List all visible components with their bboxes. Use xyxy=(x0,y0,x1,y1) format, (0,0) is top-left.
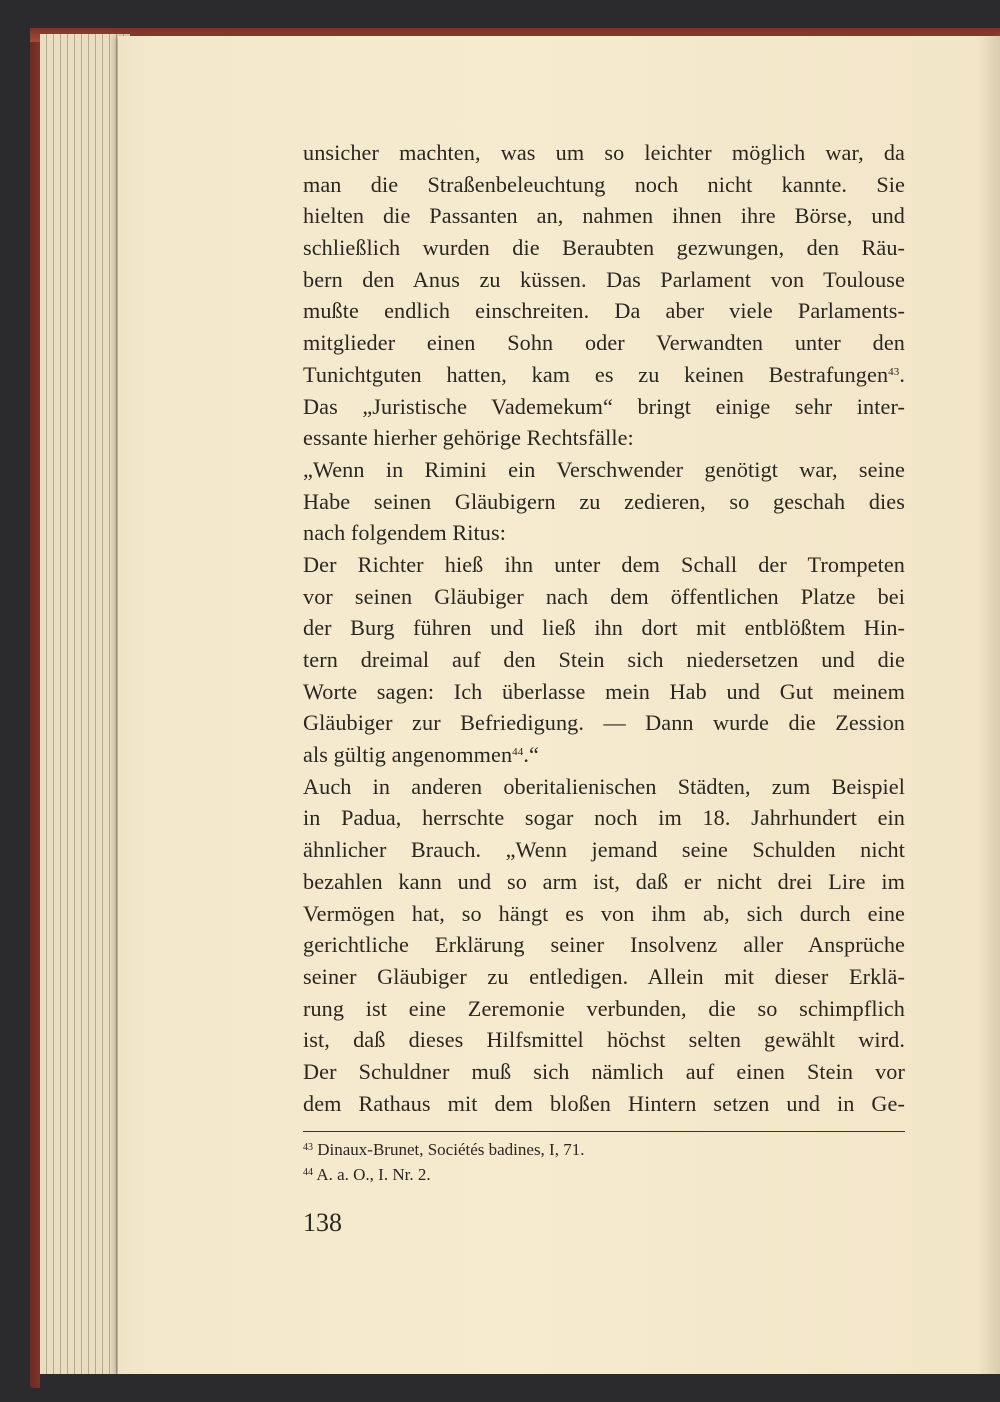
text-line-content: ähnlicher Brauch. „Wenn jemand seine Schulden nicht xyxy=(303,837,905,863)
text-line xyxy=(303,422,905,454)
footnote-text: Dinaux-Brunet, Sociétés badines, I, 71. xyxy=(317,1140,585,1159)
text-line xyxy=(303,327,905,359)
text-line xyxy=(303,1056,905,1088)
text-line xyxy=(303,200,905,232)
text-line-content: seiner Gläubiger zu entledigen. Allein mit dieser Erklä- xyxy=(303,963,905,989)
text-line xyxy=(303,739,905,771)
text-line xyxy=(303,581,905,613)
text-line-content: Auch in anderen oberitalienischen Städten, zum Beispiel xyxy=(303,773,905,799)
text-line-content: mußte endlich einschreiten. Da aber viele Parlaments- xyxy=(303,298,905,324)
text-line-content: Habe seinen Gläubigern zu zedieren, so geschah dies xyxy=(303,488,905,514)
text-line xyxy=(303,517,905,549)
text-line xyxy=(303,612,905,644)
text-line-content: Worte sagen: Ich überlasse mein Hab und Gut meinem xyxy=(303,678,905,704)
page-edges xyxy=(40,34,130,1374)
text-line xyxy=(303,644,905,676)
text-line-content: „Wenn in Rimini ein Verschwender genötigt war, seine xyxy=(303,456,905,482)
text-line-content: bezahlen kann und so arm ist, daß er nicht drei Lire im xyxy=(303,868,905,894)
text-line xyxy=(303,771,905,803)
text-line-punctuation: . xyxy=(899,361,905,387)
text-line xyxy=(303,391,905,423)
footnote xyxy=(303,1137,905,1162)
text-line xyxy=(303,707,905,739)
text-line xyxy=(303,929,905,961)
text-line-content: Tunichtguten hatten, kam es zu keinen Bestrafungen xyxy=(303,361,889,387)
text-line-content: ist, daß dieses Hilfsmittel höchst selten gewählt wird. xyxy=(303,1027,905,1053)
text-line-content: bern den Anus zu küssen. Das Parlament von Toulouse xyxy=(303,266,905,292)
text-line-content: der Burg führen und ließ ihn dort mit entblößtem Hin- xyxy=(303,615,905,641)
text-line-content: mitglieder einen Sohn oder Verwandten unter den xyxy=(303,330,905,356)
text-line xyxy=(303,486,905,518)
text-line xyxy=(303,961,905,993)
text-line xyxy=(303,454,905,486)
text-line-content: gerichtliche Erklärung seiner Insolvenz aller Ansprüche xyxy=(303,932,905,958)
text-line-content: essante hierher gehörige Rechtsfälle: xyxy=(303,425,634,451)
text-line xyxy=(303,802,905,834)
bottom-background xyxy=(40,1374,1000,1402)
text-line-content: tern dreimal auf den Stein sich niedersetzen und die xyxy=(303,647,905,672)
text-line-content: Vermögen hat, so hängt es von ihm ab, sich durch eine xyxy=(303,900,905,926)
footnote-number: 44 xyxy=(303,1167,313,1178)
text-line-punctuation: .“ xyxy=(523,742,539,768)
footnote-number: 43 xyxy=(303,1142,313,1153)
text-line-content: Der Schuldner muß sich nämlich auf einen Stein vor xyxy=(303,1058,905,1084)
text-line xyxy=(303,866,905,898)
text-line xyxy=(303,898,905,930)
text-line-content: Der Richter hieß ihn unter dem Schall der Trompeten xyxy=(303,551,905,577)
footnote xyxy=(303,1162,905,1187)
text-line-content: schließlich wurden die Beraubten gezwungen, den Räu- xyxy=(303,235,905,261)
text-line-content: nach folgendem Ritus: xyxy=(303,520,506,546)
text-line xyxy=(303,232,905,264)
text-line xyxy=(303,169,905,201)
text-line-content: dem Rathaus mit dem bloßen Hintern setzen und in Ge- xyxy=(303,1090,905,1116)
text-line xyxy=(303,1024,905,1056)
text-line xyxy=(303,549,905,581)
footnote-text: A. a. O., I. Nr. 2. xyxy=(316,1165,431,1184)
body-text xyxy=(303,137,905,1119)
footnote-marker: 43 xyxy=(888,365,900,378)
text-line xyxy=(303,1088,905,1120)
text-line-content: Gläubiger zur Befriedigung. — Dann wurde die Zession xyxy=(303,710,905,736)
text-line xyxy=(303,264,905,296)
footnotes xyxy=(303,1137,905,1187)
text-line-content: als gültig angenommen xyxy=(303,742,513,768)
text-line-content: vor seinen Gläubiger nach dem öffentlichen Platze bei xyxy=(303,583,905,609)
footnote-marker: 44 xyxy=(512,746,524,759)
page-number: 138 xyxy=(303,1208,342,1237)
text-line xyxy=(303,676,905,708)
text-line-content: Das „Juristische Vademekum“ bringt einige sehr inter- xyxy=(303,393,905,419)
text-line-content: hielten die Passanten an, nahmen ihnen ihre Börse, und xyxy=(303,203,905,229)
text-line xyxy=(303,359,905,391)
text-line xyxy=(303,834,905,866)
text-line-content: man die Straßenbeleuchtung noch nicht kannte. Sie xyxy=(303,171,905,197)
text-line xyxy=(303,295,905,327)
text-line xyxy=(303,993,905,1025)
text-line-content: in Padua, herrschte sogar noch im 18. Jahrhundert ein xyxy=(303,805,905,831)
text-line-content: unsicher machten, was um so leichter möglich war, da xyxy=(303,140,905,165)
text-line xyxy=(303,137,905,169)
text-line-content: rung ist eine Zeremonie verbunden, die so schimpflich xyxy=(303,995,905,1021)
footnote-rule xyxy=(303,1131,905,1132)
